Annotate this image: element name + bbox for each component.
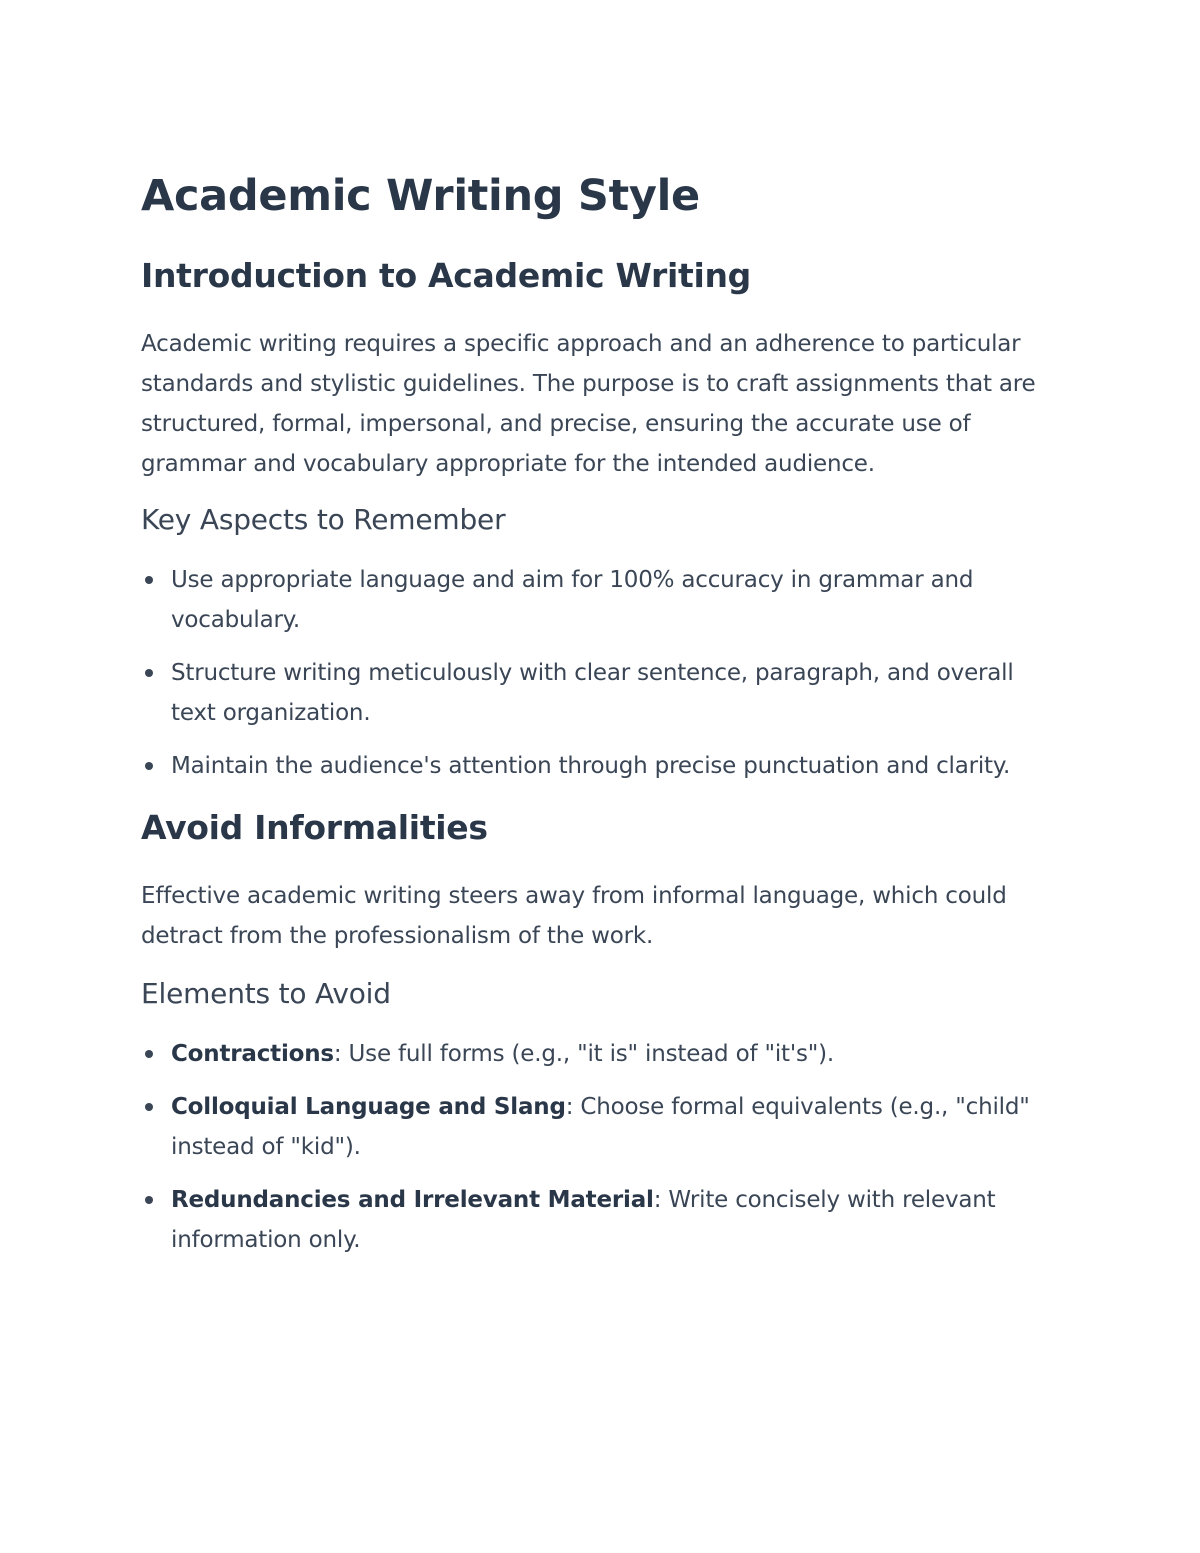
section-heading-avoid-informalities: Avoid Informalities (141, 808, 488, 847)
key-aspects-list (141, 560, 1060, 786)
subheading-elements-to-avoid: Elements to Avoid (141, 977, 391, 1010)
list-item-term: Contractions (171, 1041, 334, 1067)
list-item-term: Colloquial Language and Slang (171, 1094, 566, 1120)
list-item-text: : Write concisely with relevant information only. (171, 1187, 996, 1253)
list-item (141, 560, 1060, 640)
list-item (141, 1180, 1060, 1260)
bullet-icon (145, 669, 153, 677)
bullet-icon (145, 1050, 153, 1058)
introduction-paragraph: Academic writing requires a specific approach and an adherence to particular standards and stylistic guidelines. The purpose is to craft assignments that are structured, formal, impersonal, and precise, ensuring the accurate use of grammar and vocabulary appropriate for the intended audience. (141, 331, 1036, 477)
bullet-icon (145, 1103, 153, 1111)
bullet-icon (145, 576, 153, 584)
list-item-text: Maintain the audience's attention through precise punctuation and clarity. (171, 753, 1011, 779)
list-item-text: Use appropriate language and aim for 100% accuracy in grammar and vocabulary. (171, 567, 974, 633)
page-title: Academic Writing Style (141, 171, 700, 221)
section-heading-introduction: Introduction to Academic Writing (141, 256, 751, 295)
list-item-text: Structure writing meticulously with clear sentence, paragraph, and overall text organization. (171, 660, 1014, 726)
elements-to-avoid-list (141, 1034, 1060, 1260)
list-item (141, 653, 1060, 733)
list-item (141, 746, 1060, 786)
list-item-text: : Use full forms (e.g., "it is" instead of "it's"). (333, 1041, 835, 1067)
list-item (141, 1087, 1060, 1167)
bullet-icon (145, 762, 153, 770)
bullet-icon (145, 1196, 153, 1204)
subheading-key-aspects: Key Aspects to Remember (141, 503, 506, 536)
list-item-text: : Choose formal equivalents (e.g., "child" instead of "kid"). (171, 1094, 1030, 1160)
list-item-term: Redundancies and Irrelevant Material (171, 1187, 654, 1213)
avoid-informalities-paragraph: Effective academic writing steers away from informal language, which could detract from the professionalism of the work. (141, 883, 1007, 949)
list-item (141, 1034, 1060, 1074)
